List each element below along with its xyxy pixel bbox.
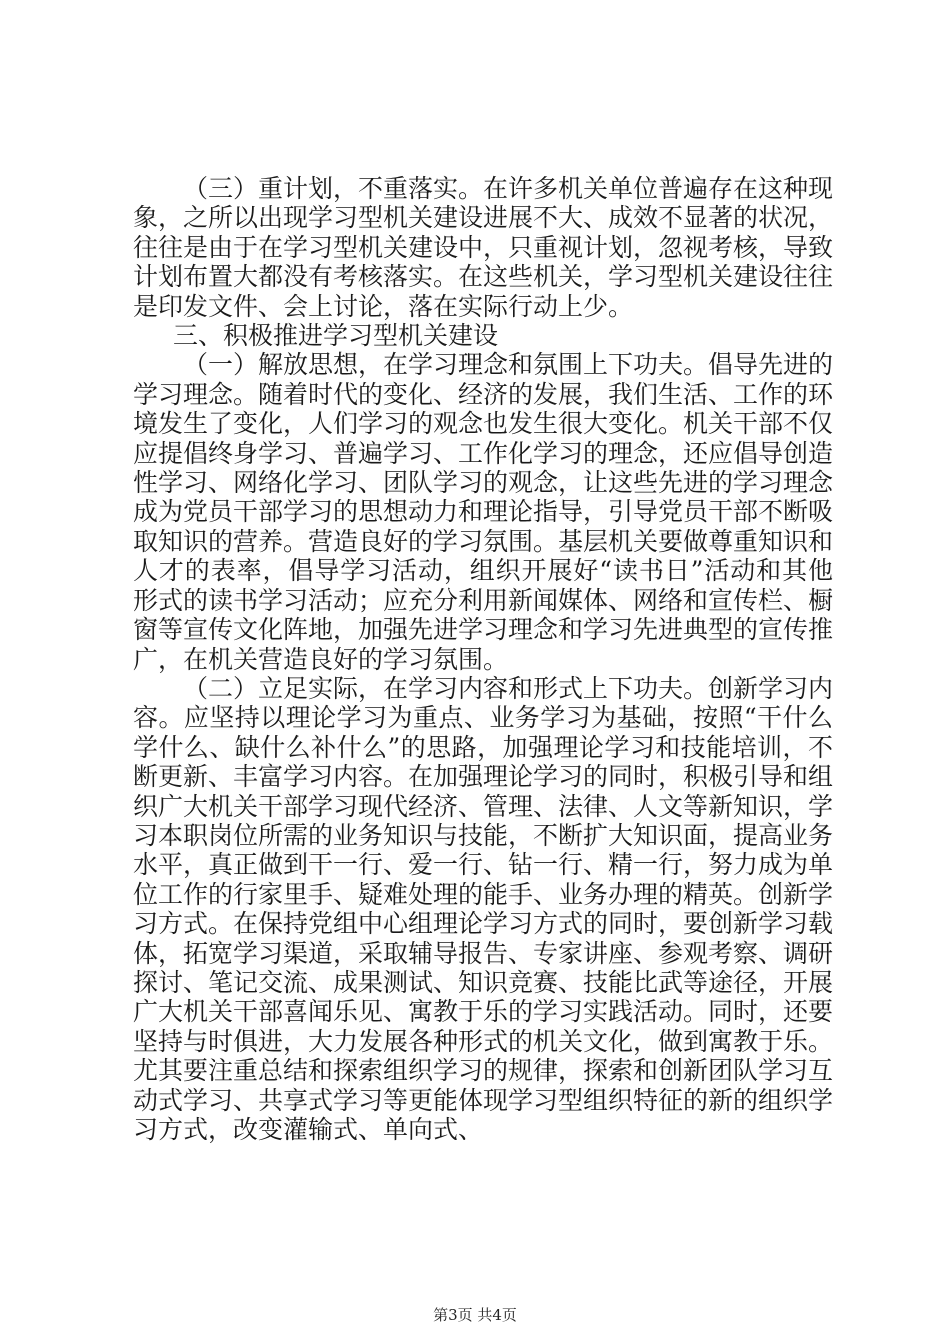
paragraph-item-1: （一）解放思想，在学习理念和氛围上下功夫。倡导先进的学习理念。随着时代的变化、经济的发展，我们生活、工作的环境发生了变化，人们学习的观念也发生很大变化。机关干部不仅应提倡终身学习、普遍学习、工作化学习的理念，还应倡导创造性学习、网络化学习、团队学习的观念，让这些先进的学习理念成为党员干部学习的思想动力和理论指导，引导党员干部不断吸取知识的营养。营造良好的学习氛围。基层机关要做尊重知识和人才的表率，倡导学习活动，组织开展好“读书日”活动和其他形式的读书学习活动；应充分利用新闻媒体、网络和宣传栏、橱窗等宣传文化阵地，加强先进学习理念和学习先进典型的宣传推广，在机关营造良好的学习氛围。 [133, 350, 834, 674]
page-number-footer: 第3页 共4页 [433, 1306, 517, 1324]
section-heading-3: 三、积极推进学习型机关建设 [173, 321, 499, 351]
document-body [133, 174, 833, 1144]
paragraph-section-3-item-3: （三）重计划，不重落实。在许多机关单位普遍存在这种现象，之所以出现学习型机关建设进展不大、成效不显著的状况，往往是由于在学习型机关建设中，只重视计划，忽视考核，导致计划布置大都没有考核落实。在这些机关，学习型机关建设往往是印发文件、会上讨论，落在实际行动上少。 [133, 174, 834, 321]
paragraph-item-2: （二）立足实际，在学习内容和形式上下功夫。创新学习内容。应坚持以理论学习为重点、业务学习为基础，按照“干什么学什么、缺什么补什么”的思路，加强理论学习和技能培训，不断更新、丰富学习内容。在加强理论学习的同时，积极引导和组织广大机关干部学习现代经济、管理、法律、人文等新知识，学习本职岗位所需的业务知识与技能，不断扩大知识面，提高业务水平，真正做到干一行、爱一行、钻一行、精一行，努力成为单位工作的行家里手、疑难处理的能手、业务办理的精英。创新学习方式。在保持党组中心组理论学习方式的同时，要创新学习载体，拓宽学习渠道，采取辅导报告、专家讲座、参观考察、调研探讨、笔记交流、成果测试、知识竞赛、技能比武等途径，开展广大机关干部喜闻乐见、寓教于乐的学习实践活动。同时，还要坚持与时俱进，大力发展各种形式的机关文化，做到寓教于乐。尤其要注重总结和探索组织学习的规律，探索和创新团队学习互动式学习、共享式学习等更能体现学习型组织特征的新的组织学习方式，改变灌输式、单向式、 [133, 673, 834, 1144]
